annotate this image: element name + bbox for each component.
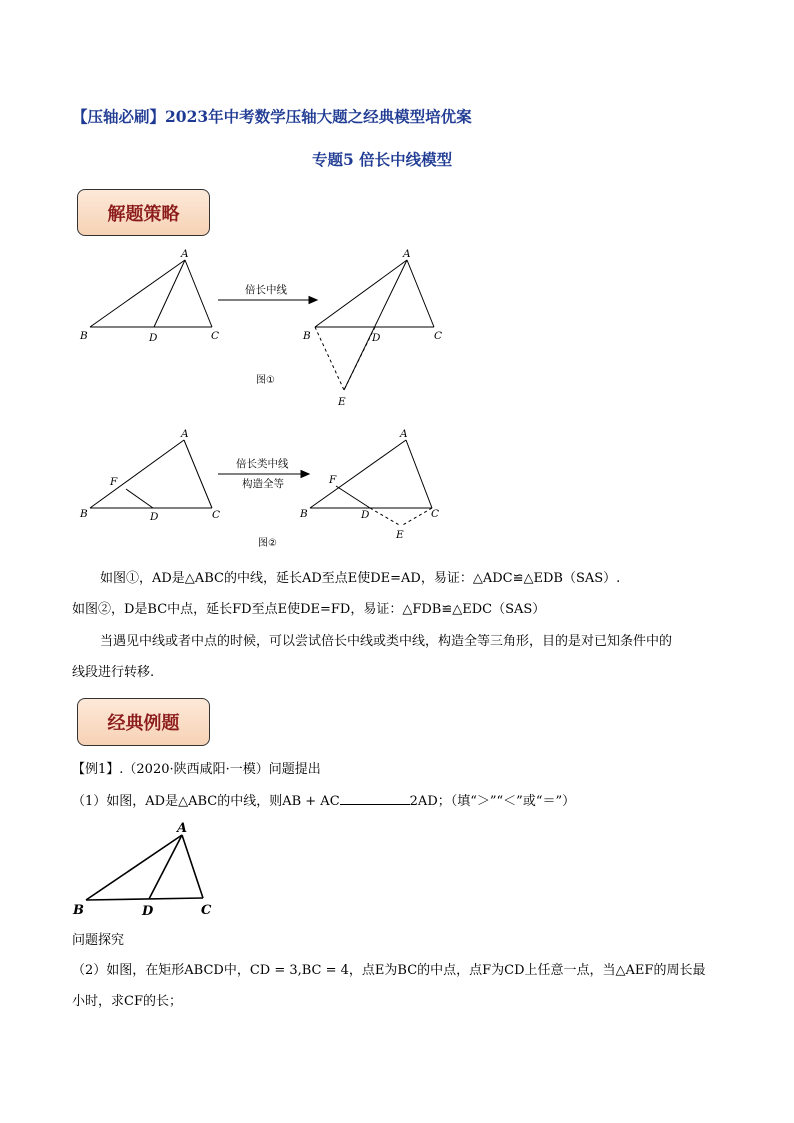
- paragraph-figure-1: 如图①，AD是△ABC的中线，延长AD至点E使DE=AD，易证：△ADC≌△EDB（SAS）.: [100, 571, 621, 586]
- label-b: B: [300, 508, 308, 520]
- arrow: [218, 471, 309, 478]
- section-badge-strategy: 解题策略: [77, 189, 210, 236]
- label-c: C: [212, 509, 221, 521]
- section-badge-examples: 经典例题: [77, 698, 210, 746]
- arrow-label-bottom: 构造全等: [242, 478, 284, 490]
- document-title: 【压轴必刷】2023年中考数学压轴大题之经典模型培优案: [72, 107, 472, 126]
- paragraph-figure-2: 如图②，D是BC中点，延长FD至点E使DE=FD，易证：△FDB≌△EDC（SAS）: [72, 602, 546, 617]
- paragraph-strategy-continued: 线段进行转移.: [72, 665, 155, 680]
- label-e: E: [396, 529, 404, 541]
- answer-blank[interactable]: [340, 792, 410, 805]
- label-d: D: [372, 332, 381, 344]
- label-c: C: [434, 330, 443, 342]
- figure-2: [70, 425, 460, 555]
- label-b: B: [80, 508, 88, 520]
- label-c: C: [211, 330, 220, 342]
- label-d: D: [149, 332, 158, 344]
- label-b: B: [73, 903, 84, 918]
- example-figure: [70, 818, 220, 918]
- label-a: A: [400, 428, 408, 440]
- question-1: [72, 792, 575, 811]
- label-a: A: [177, 821, 188, 836]
- label-b: B: [303, 330, 311, 342]
- figure-caption: 图②: [258, 538, 277, 549]
- question-1-tail: 2AD；（填“＞”“＜”或“＝”）: [409, 794, 576, 809]
- figure-1-left-triangle: [90, 260, 212, 327]
- figure-1-right-triangle: [315, 260, 434, 390]
- label-d: D: [150, 511, 159, 523]
- label-d: D: [361, 509, 370, 521]
- question-2-line-1: （2）如图，在矩形ABCD中，CD = 3,BC = 4，点E为BC的中点，点F为CD上任意一点，当△AEF的周长最: [72, 963, 706, 978]
- paragraph-strategy: 当遇见中线或者中点的时候，可以尝试倍长中线或类中线，构造全等三角形，目的是对已知条件中的: [100, 634, 673, 649]
- label-d: D: [142, 904, 154, 918]
- question-2-line-2: 小时，求CF的长；: [72, 994, 182, 1009]
- figure-2-left-triangle: [90, 440, 212, 508]
- label-b: B: [80, 330, 88, 342]
- problem-explore-heading: 问题探究: [72, 933, 125, 948]
- label-c: C: [431, 508, 440, 520]
- document-subtitle: 专题5 倍长中线模型: [312, 150, 453, 169]
- example-heading: 【例1】.（2020·陕西咸阳·一模）问题提出: [72, 762, 321, 777]
- label-f: F: [329, 474, 337, 486]
- arrow-label-top: 倍长类中线: [236, 458, 289, 470]
- arrow-label: 倍长中线: [245, 284, 287, 296]
- label-a: A: [403, 248, 411, 260]
- figure-caption: 图①: [256, 375, 275, 386]
- label-f: F: [110, 476, 118, 488]
- arrow: [218, 297, 317, 304]
- question-1-text: （1）如图，AD是△ABC的中线，则AB + AC: [72, 794, 340, 809]
- label-a: A: [181, 428, 189, 440]
- figure-1: [70, 245, 460, 410]
- label-c: C: [201, 903, 212, 918]
- label-a: A: [181, 248, 189, 260]
- label-e: E: [338, 396, 346, 408]
